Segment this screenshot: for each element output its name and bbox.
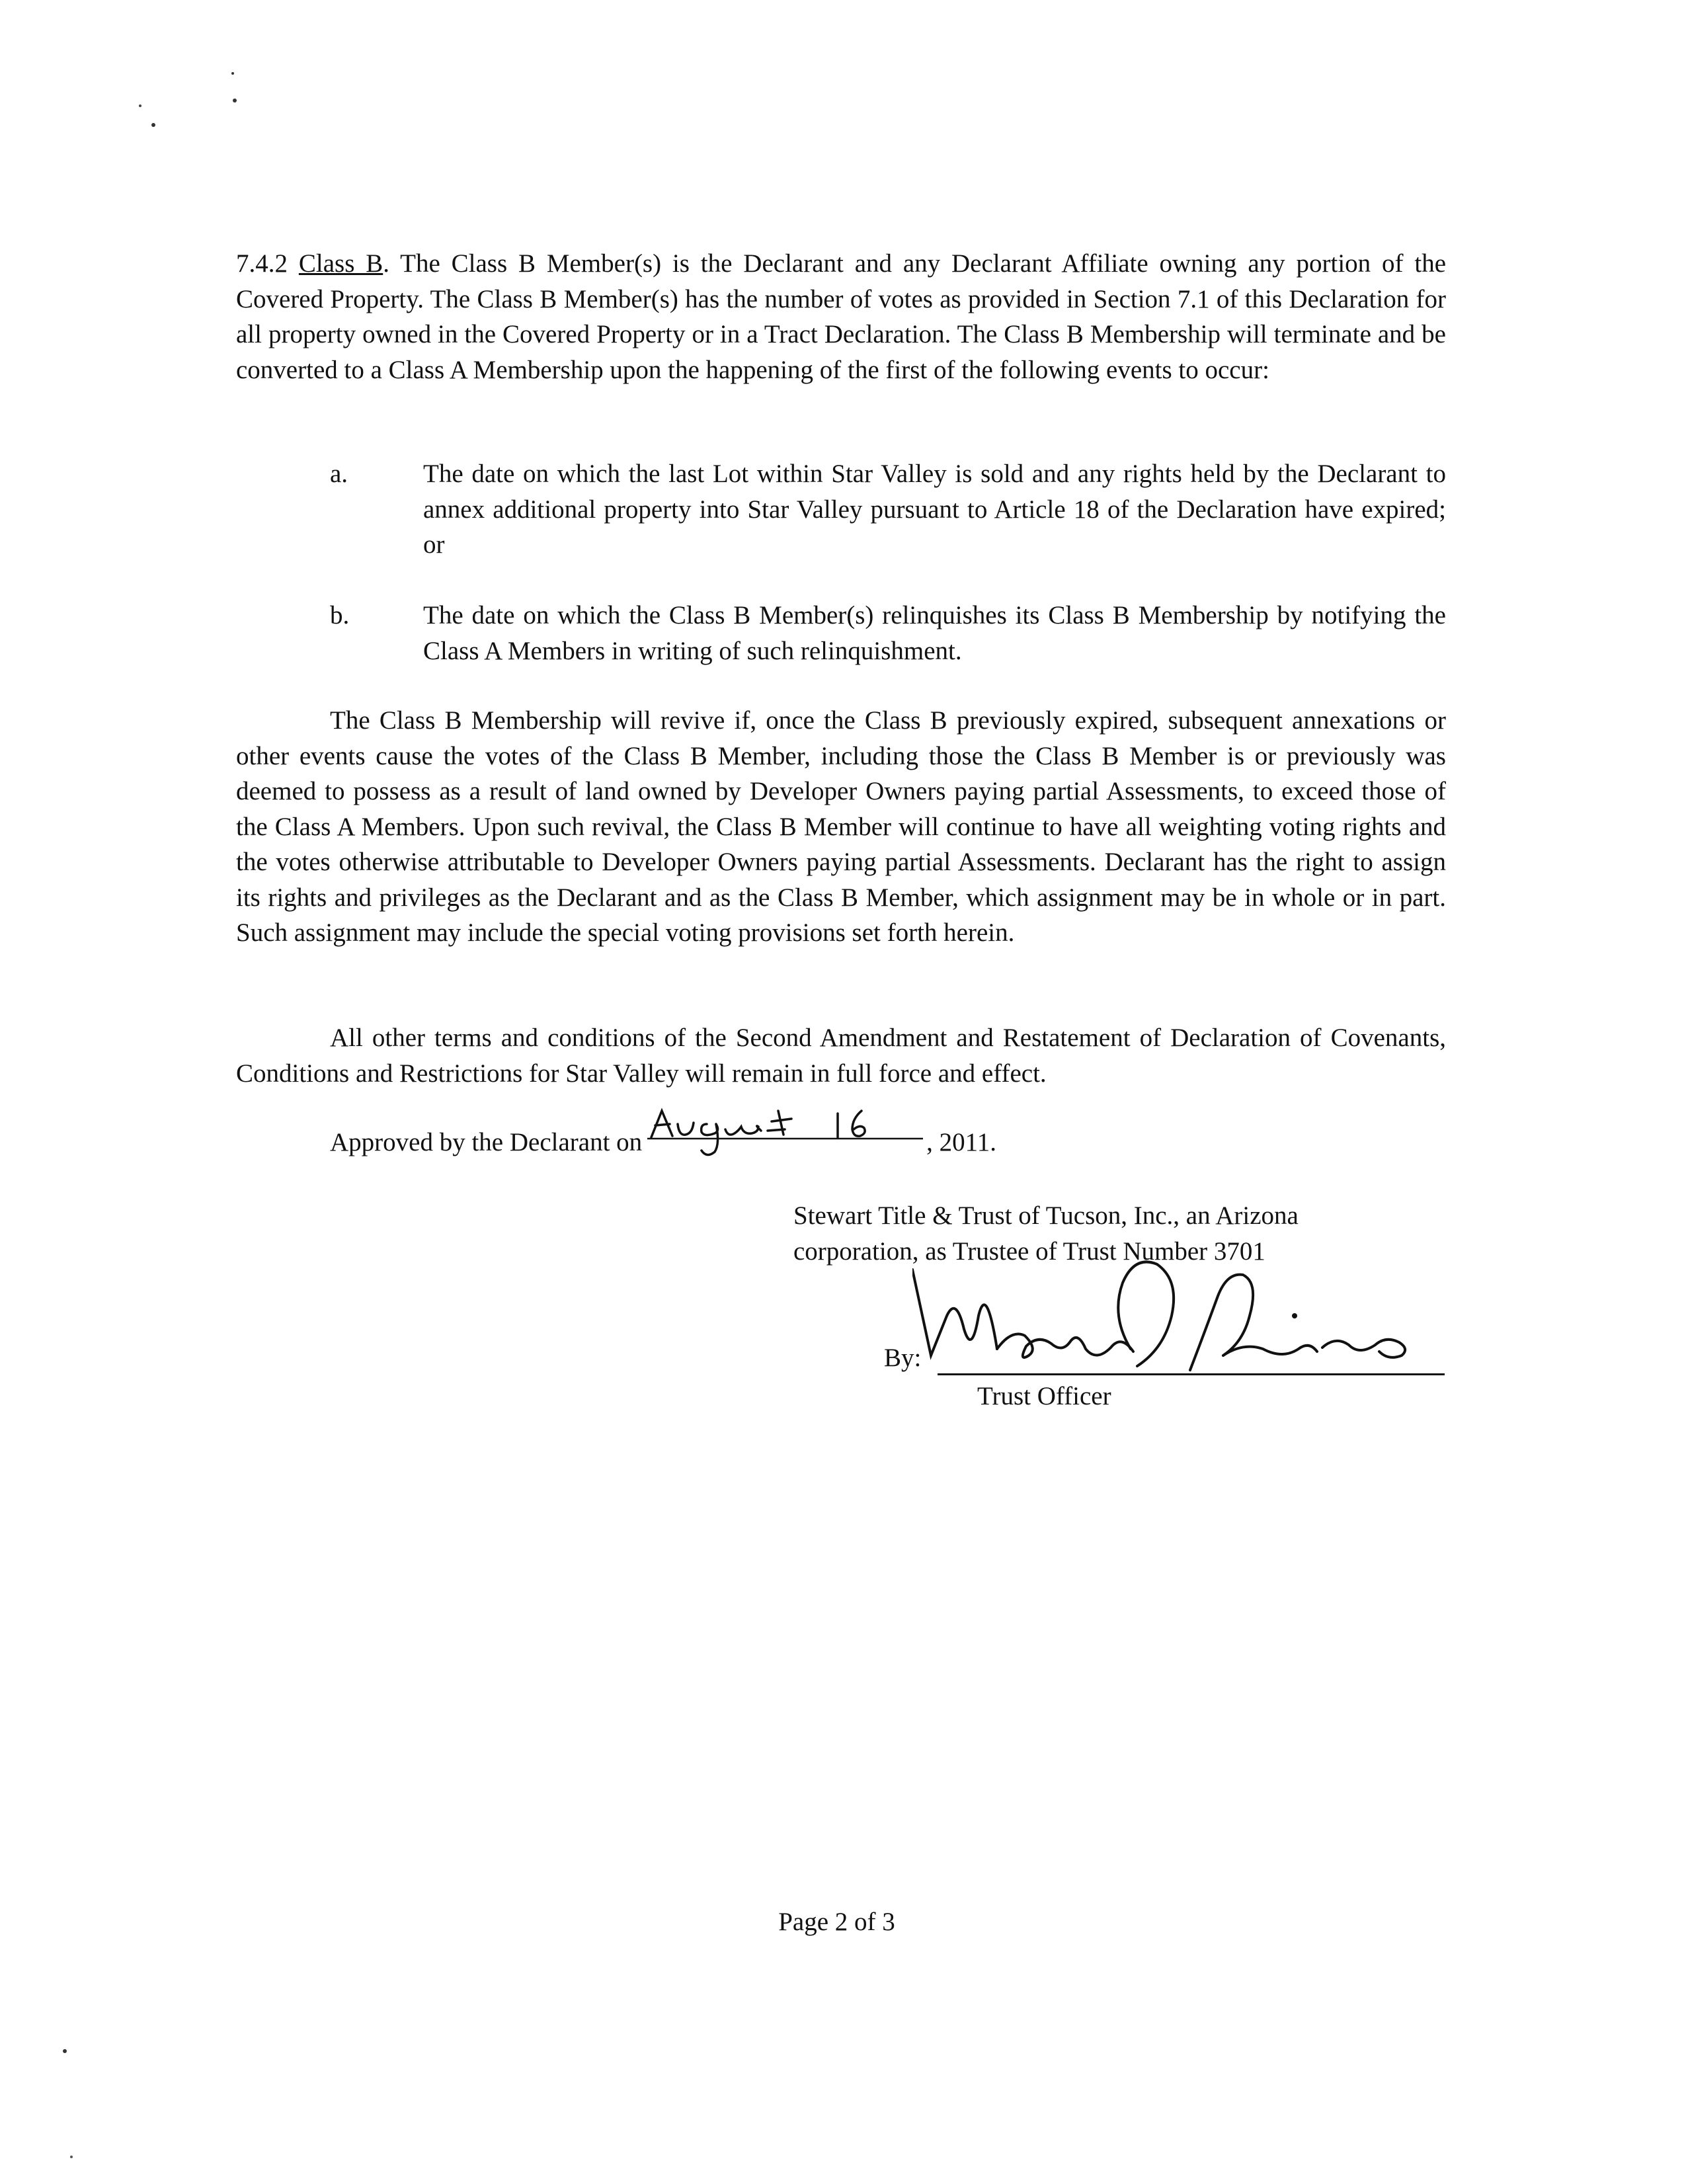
list-item-a xyxy=(236,456,1446,563)
section-title: Class B xyxy=(298,249,383,278)
list-item-text: The date on which the last Lot within Star Valley is sold and any rights held by the Declarant to annex additional property into Star Valley pursuant to Article 18 of the Declaration have expired; or xyxy=(423,460,1446,559)
list-item-b xyxy=(236,598,1446,668)
handwritten-date-icon xyxy=(642,1104,926,1164)
approval-prefix: Approved by the Declarant on xyxy=(330,1128,643,1156)
section-number: 7.4.2 xyxy=(236,249,288,278)
by-label: By: xyxy=(884,1344,922,1372)
list-item-text: The date on which the Class B Member(s) relinquishes its Class B Membership by notifying the Class A Members in writing of such relinquishment. xyxy=(423,601,1446,665)
signatory-title: Trust Officer xyxy=(977,1382,1111,1410)
section-paragraph xyxy=(236,246,1446,387)
approval-suffix: , 2011. xyxy=(926,1128,996,1156)
signatory-line-2: corporation, as Trustee of Trust Number 3701 xyxy=(793,1236,1265,1266)
page-number: Page 2 of 3 xyxy=(778,1908,895,1936)
approval-line xyxy=(330,1124,996,1160)
section-text: . The Class B Member(s) is the Declarant and any Declarant Affiliate owning any portion of the Covered Property. The Class B Member(s) has the number of votes as provided in Section 7.1 of this Declaration for all property owned in the Covered Property or in a Tract Declaration. The Class B Membership will terminate and be converted to a Class A Membership upon the happening of the first of the following events to occur: xyxy=(236,249,1447,384)
signature-line xyxy=(938,1373,1445,1375)
list-marker: b. xyxy=(330,601,350,629)
revival-paragraph: The Class B Membership will revive if, once the Class B previously expired, subsequent annexations or other events cause the votes of the Class B Member, including those the Class B Member is or previously was deemed to possess as a result of land owned by Developer Owners paying partial Assessments, to exceed those of the Class A Members. Upon such revival, the Class B Member will continue to have all weighting voting rights and the votes otherwise attributable to Developer Owners paying partial Assessments. Declarant has the right to assign its rights and privileges as the Declarant and as the Class B Member, which assignment may be in whole or in part. Such assignment may include the special voting provisions set forth herein. xyxy=(236,706,1446,947)
signatory-line-1: Stewart Title & Trust of Tucson, Inc., an Arizona xyxy=(793,1201,1299,1230)
closing-paragraph: All other terms and conditions of the Second Amendment and Restatement of Declaration of Covenants, Conditions and Restrictions for Star Valley will remain in full force and effect. xyxy=(236,1024,1446,1088)
list-marker: a. xyxy=(330,460,348,488)
handwritten-date xyxy=(642,1124,926,1151)
signature-icon xyxy=(912,1256,1441,1389)
page-footer xyxy=(0,1904,1684,1940)
